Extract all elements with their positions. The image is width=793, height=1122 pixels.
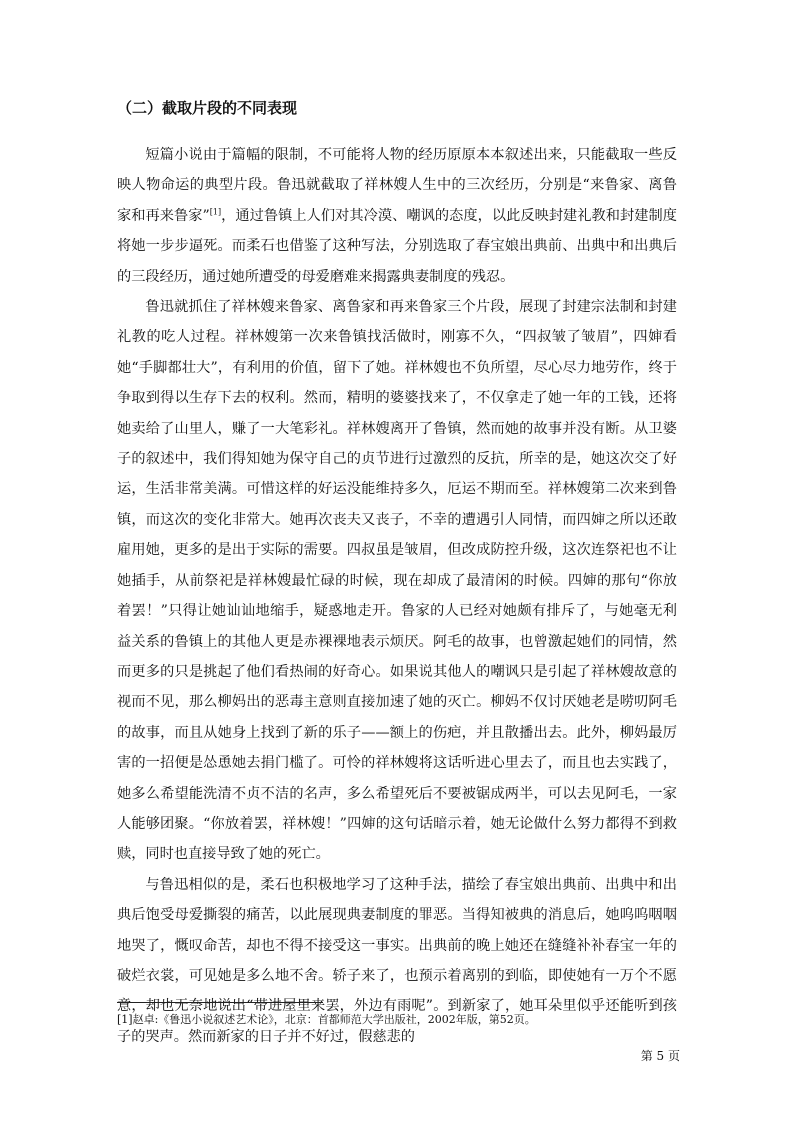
paragraph-1-text-b: ，通过鲁镇上人们对其冷漠、嘲讽的态度，以此反映封建礼教和封建制度将她一步步逼死。而柔石也借鉴了这种写法，分别选取了春宝娘出典前、出典中和出典后的三段经历，通过她所遭受的母爱磨难来揭露典妻制度的残忍。: [117, 207, 677, 285]
paragraph-1: [117, 140, 677, 292]
footnote: [1]赵卓:《鲁迅小说叙述艺术论》，北京：首都师范大学出版社，2002年版，第52页。: [117, 1013, 536, 1026]
paragraph-2: 鲁迅就抓住了祥林嫂来鲁家、离鲁家和再来鲁家三个片段，展现了封建宗法制和封建礼教的吃人过程。祥林嫂第一次来鲁镇找活做时，刚寡不久，“四叔皱了皱眉”，四婶看她“手脚都壮大”，有利用的价值，留下了她。祥林嫂也不负所望，尽心尽力地劳作，终于争取到得以生存下去的权利。然而，精明的婆婆找来了，不仅拿走了她一年的工钱，还将她卖给了山里人，赚了一大笔彩礼。祥林嫂离开了鲁镇，然而她的故事并没有断。从卫婆子的叙述中，我们得知她为保守自己的贞节进行过激烈的反抗，所幸的是，她这次交了好运，生活非常美满。可惜这样的好运没能维持多久，厄运不期而至。祥林嫂第二次来到鲁镇，而这次的变化非常大。她再次丧夫又丧子，不幸的遭遇引人同情，而四婶之所以还敢雇用她，更多的是出于实际的需要。四叔虽是皱眉，但改成防控升级，这次连祭祀也不让她插手，从前祭祀是祥林嫂最忙碌的时候，现在却成了最清闲的时候。四婶的那句“你放着罢！”只得让她讪讪地缩手，疑惑地走开。鲁家的人已经对她颇有排斥了，与她毫无利益关系的鲁镇上的其他人更是赤裸裸地表示烦厌。阿毛的故事，也曾激起她们的同情，然而更多的只是挑起了他们看热闹的好奇心。如果说其他人的嘲讽只是引起了祥林嫂故意的视而不见，那么柳妈出的恶毒主意则直接加速了她的灭亡。柳妈不仅讨厌她老是唠叨阿毛的故事，而且从她身上找到了新的乐子——额上的伤疤，并且散播出去。此外，柳妈最厉害的一招便是怂恿她去捐门槛了。可怜的祥林嫂将这话听进心里去了，而且也去实践了，她多么希望能洗清不贞不洁的名声，多么希望死后不要被锯成两半，可以去见阿毛，一家人能够团聚。“你放着罢，祥林嫂！”四婶的这句话暗示着，她无论做什么努力都得不到救赎，同时也直接导致了她的死亡。: [117, 299, 677, 863]
paragraph-3: 与鲁迅相似的是，柔石也积极地学习了这种手法，描绘了春宝娘出典前、出典中和出典后饱受母爱撕裂的痛苦，以此展现典妻制度的罪恶。当得知被典的消息后，她呜呜咽咽地哭了，慨叹命苦，却也不得不接受这一事实。出典前的晚上她还在缝缝补补春宝一年的破烂衣裳，可见她是多么地不舍。轿子来了，也预示着离别的到临，即使她有一万个不愿意，却也无奈地说出“带进屋里来罢，外边有雨呢”。到新家了，她耳朵里似乎还能听到孩子的哭声。然而新家的日子并不好过，假慈悲的: [117, 876, 677, 1045]
body-text: [117, 140, 677, 1052]
footnote-separator: [117, 1002, 323, 1003]
footnote-reference: [1]: [209, 207, 222, 217]
page-number: 第 5 页: [640, 1049, 680, 1063]
paragraph-1-text-a: 短篇小说由于篇幅的限制，不可能将人物的经历原原本本叙述出来，只能截取一些反映人物命运的典型片段。鲁迅就截取了祥林嫂人生中的三次经历，分别是“来鲁家、离鲁家和再来鲁家”: [117, 147, 677, 224]
section-heading: （二）截取片段的不同表现: [117, 99, 298, 117]
